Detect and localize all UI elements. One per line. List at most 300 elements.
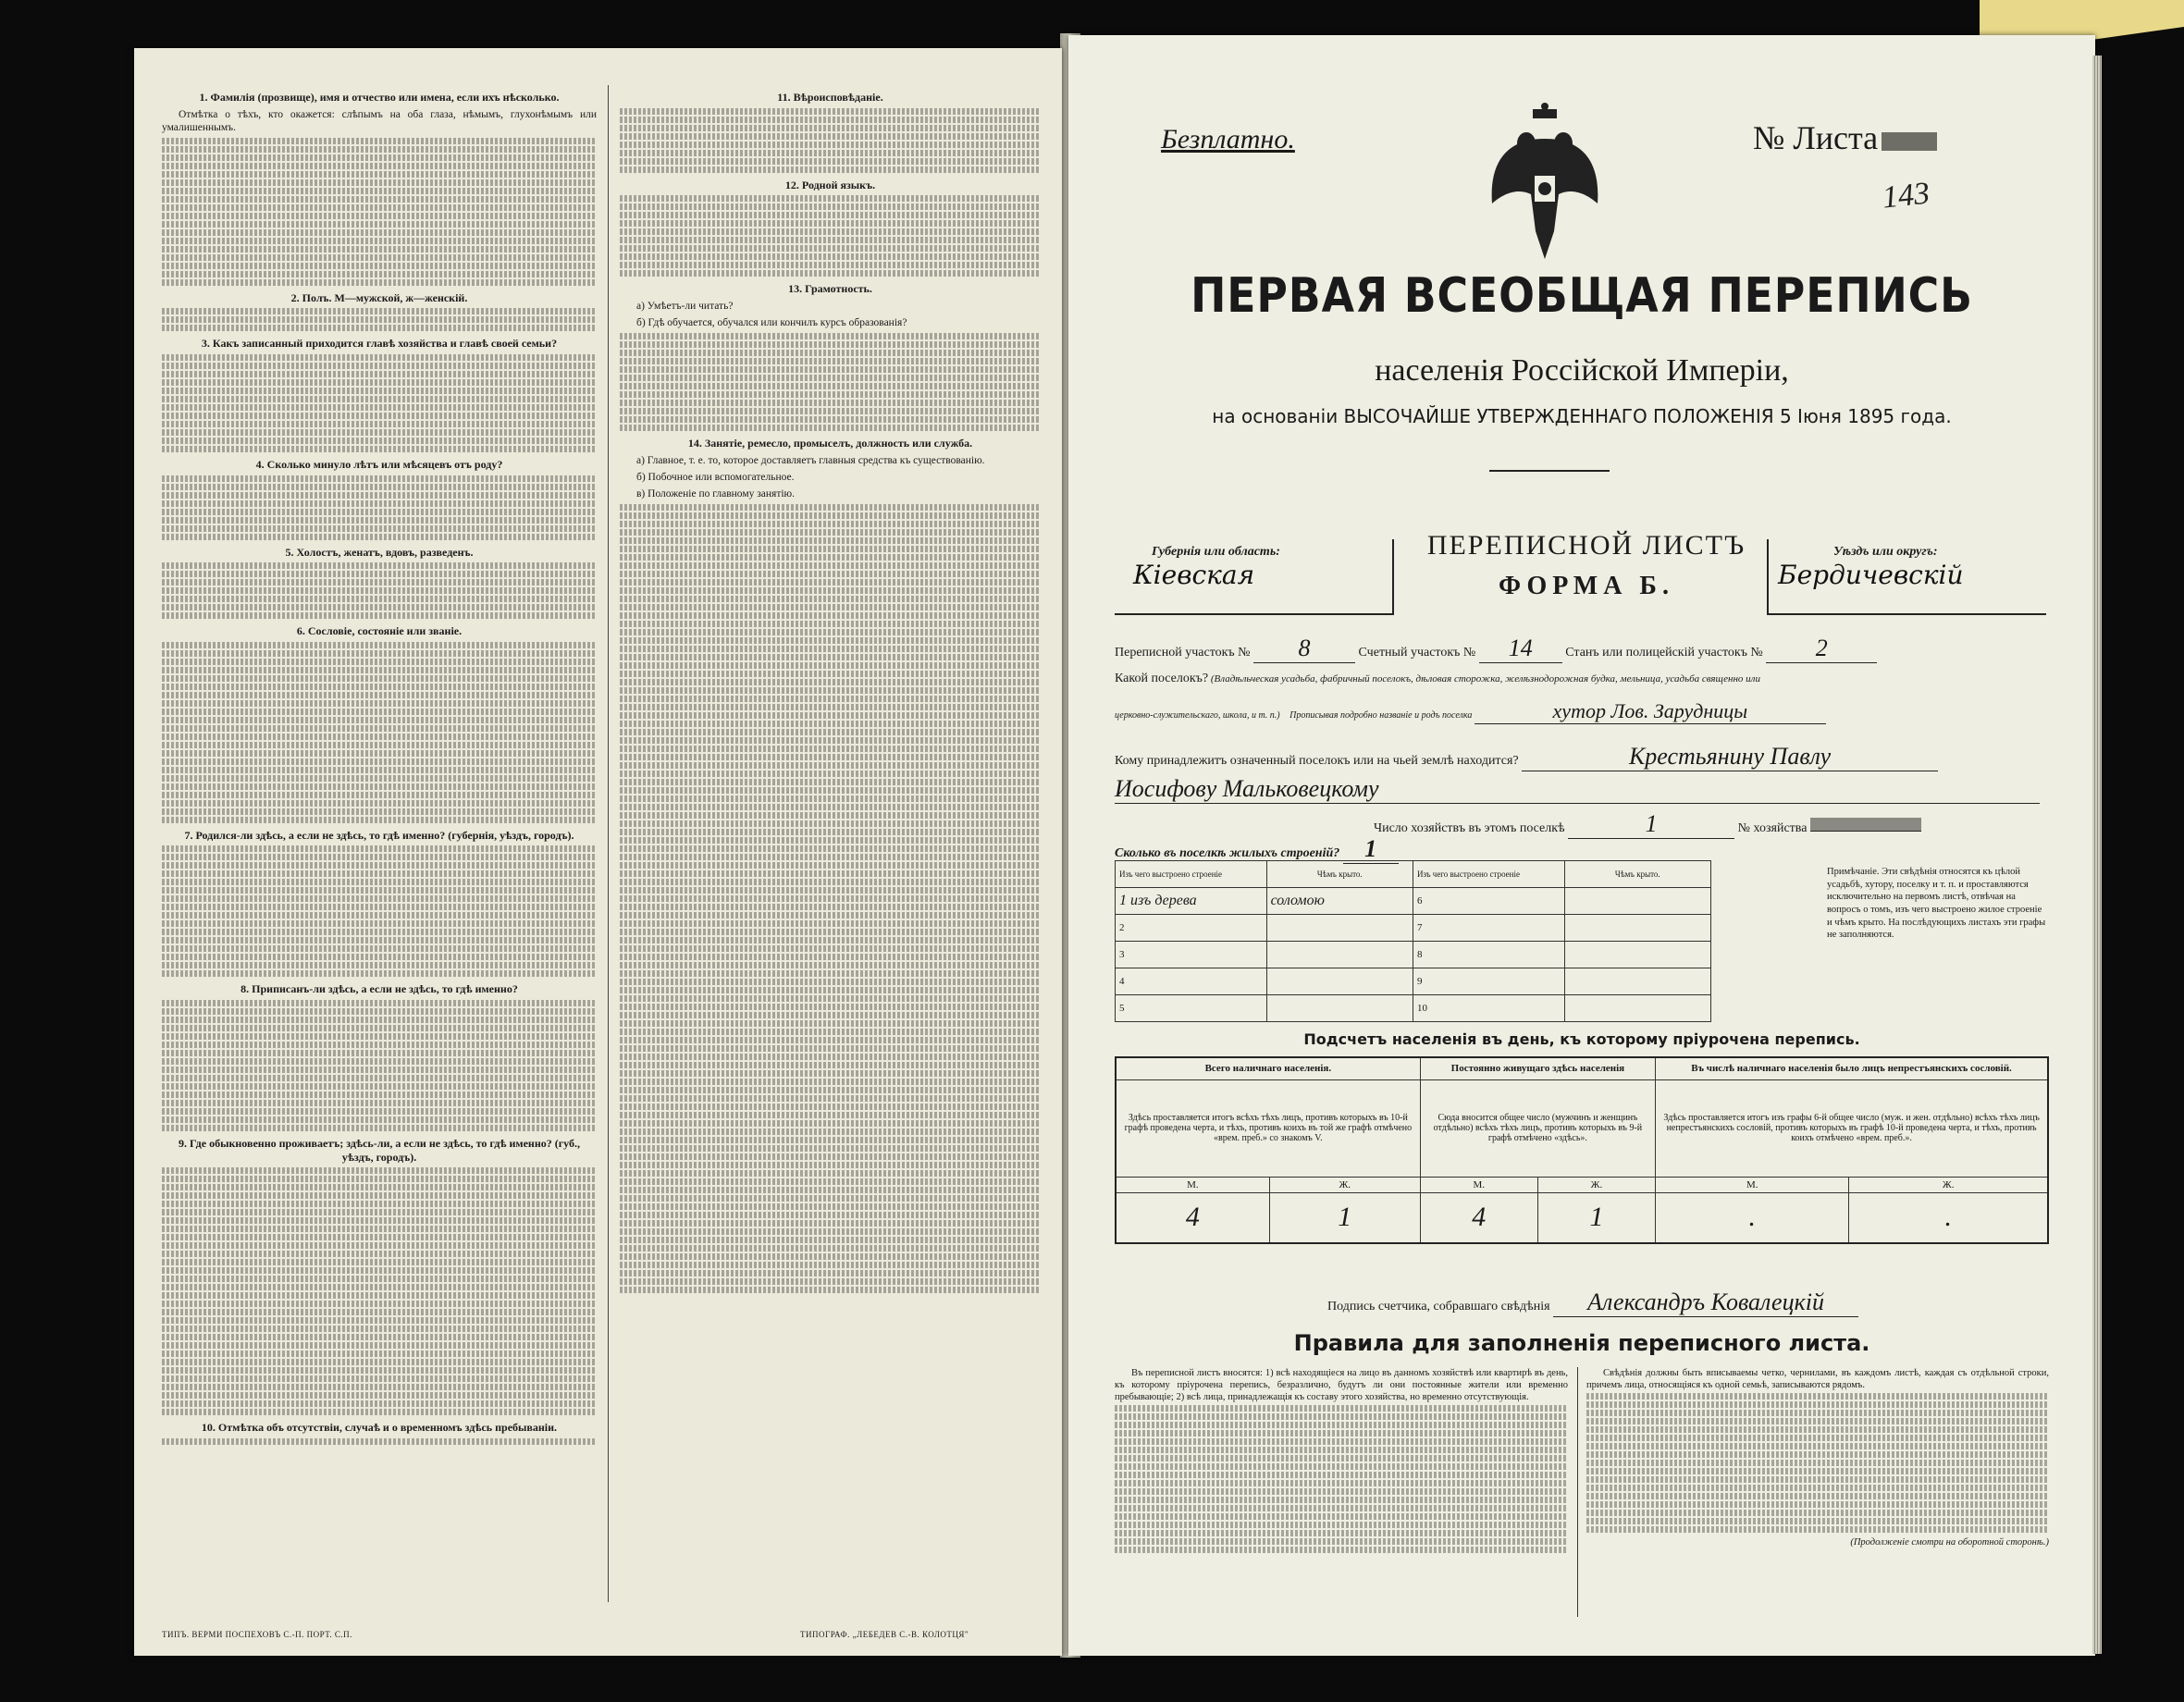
settlement-hint-2: церковно-служительскаго, школа, и т. п.) [1115,710,1280,721]
census-district-value[interactable]: 8 [1253,635,1355,663]
fine-print-line [620,366,1041,373]
settlement-hint-3: Прописывая подробно названіе и родъ поселка [1289,710,1473,721]
left-page [134,48,1062,1656]
fine-print-line [620,142,1041,148]
fine-print-line [620,612,1041,619]
fine-print-line [620,400,1041,406]
fine-print-line [620,166,1041,173]
fine-print-line [162,612,597,619]
household-no-label: № хозяйства [1737,821,1808,835]
fine-print-line [620,1162,1041,1168]
fine-print-line [162,1326,597,1332]
fine-print-line [620,762,1041,769]
fine-print-line [162,1284,597,1290]
fine-print-line [162,229,597,236]
rules-divider [1577,1367,1578,1617]
fine-print-line [162,912,597,919]
fine-print-line [162,1116,597,1123]
fine-print-line [620,887,1041,894]
fine-print-line [620,787,1041,794]
section-heading: 2. Полъ. М—мужской, ж—женскій. [290,290,468,304]
section-heading: 1. Фамилія (прозвище), имя и отчество или имена, если ихъ нѣсколько. [199,91,560,104]
fine-print-line [620,929,1041,935]
fine-print-line [162,1017,597,1023]
fine-print-line [620,108,1041,115]
owner-line [1115,743,2049,771]
buildings-cell[interactable] [1266,915,1413,942]
fine-print-line [620,1170,1041,1177]
pop-value-total-zh[interactable]: 1 [1269,1192,1420,1243]
fine-print-line [162,475,597,482]
fine-print-line [162,659,597,665]
rules-title: Правила для заполненія переписного листа. [1293,1330,1870,1356]
instructions-column-a [162,85,597,1447]
gubernia-field[interactable] [1115,539,1394,615]
fine-print-line [162,1067,597,1073]
fine-print-line [162,446,597,452]
fine-print-line [620,1004,1041,1010]
section-heading: 6. Сословіе, состояніе или званіе. [296,624,463,638]
fine-print-line [162,692,597,698]
fine-print-line [162,1050,597,1056]
fine-print-line [620,1095,1041,1102]
fine-print-line [162,709,597,715]
fine-print-line [162,388,597,394]
fine-print-line [620,604,1041,610]
fine-print-line [162,413,597,419]
fine-print-line [162,1167,597,1174]
bldg-head-roof: Чѣмъ крыто. [1266,861,1413,888]
pop-col-total: Всего наличнаго населенія. [1116,1057,1420,1079]
fine-print-line [620,870,1041,877]
fine-print-line [162,1184,597,1190]
fine-print-line [162,404,597,411]
fine-print-line [620,970,1041,977]
fine-print-line [620,220,1041,227]
fine-print-line [162,438,597,444]
section-paragraph: в) Положеніе по главному занятію. [636,487,796,500]
fine-print-line [620,1237,1041,1243]
fine-print-line [620,504,1041,511]
section-heading: 12. Родной языкъ. [784,178,876,191]
fine-print-line [162,263,597,269]
fine-print-line [162,579,597,586]
fine-print-line [162,879,597,885]
section-heading: 13. Грамотность. [788,282,872,296]
fine-print-line [162,954,597,960]
fine-print-line [162,1100,597,1106]
buildings-cell: 6 [1413,888,1564,915]
fine-print-line [620,845,1041,852]
population-count-title: Подсчетъ населенія въ день, къ которому пріурочена перепись. [1303,1030,1860,1048]
pop-desc-permanent: Сюда вносится общее число (мужчинъ и женщинъ отдѣльно) всѣхъ тѣхъ лицъ, противъ которыхъ въ 9-й графѣ отмѣчено «здѣсь». [1420,1079,1655,1177]
fine-print-line [162,792,597,798]
fine-print-line [162,945,597,952]
fine-print-line [162,1125,597,1131]
buildings-cell[interactable] [1564,995,1710,1022]
fine-print-line [620,771,1041,777]
fine-print-line [162,371,597,377]
section-paragraph: Отмѣтка о тѣхъ, кто окажется: слѣпымъ на оба глаза, нѣмымъ, глухонѣмымъ или умалишеннымъ. [162,108,597,133]
pop-zh-2: Ж. [1537,1177,1655,1192]
fine-print-line [162,1350,597,1357]
fine-print-line [620,245,1041,252]
section-heading: 10. Отмѣтка объ отсутствіи, случаѣ и о временномъ здѣсь пребываніи. [201,1421,558,1435]
settlement-value[interactable]: хутор Лов. Зарудницы [1475,699,1826,724]
fine-print-line [162,509,597,515]
fine-print-line [162,783,597,790]
pop-m-1: М. [1116,1177,1269,1192]
fine-print-line [620,646,1041,652]
fine-print-line [620,895,1041,902]
district-line [1115,635,2049,663]
fine-print-line [162,604,597,610]
pop-value-permanent-zh[interactable]: 1 [1537,1192,1655,1243]
fine-print-line [162,1342,597,1349]
fine-print-line [620,1195,1041,1202]
fine-print-line [162,1033,597,1040]
fine-print-line [620,521,1041,527]
sheet-number-label: № Листа [1753,118,1937,157]
fine-print-line [620,1278,1041,1285]
free-label: Безплатно. [1161,124,1295,154]
buildings-row [1116,915,1711,942]
section-paragraph: б) Гдѣ обучается, обучался или кончилъ курсъ образованія? [636,316,907,328]
fine-print-line [162,213,597,219]
uezd-field[interactable] [1767,539,2046,615]
buildings-cell: 9 [1413,968,1564,995]
fine-print-line [620,687,1041,694]
buildings-cell[interactable] [1564,915,1710,942]
pop-value-permanent-m[interactable]: 4 [1420,1192,1537,1243]
fine-print-line [162,1000,597,1006]
fine-print-line [162,742,597,748]
page-edges [2092,56,2102,1654]
fine-print-line [162,808,597,815]
fine-print-line [162,854,597,860]
buildings-cell[interactable]: 2 [1116,915,1267,942]
fine-print-line [162,587,597,594]
fine-print-line [620,637,1041,644]
fine-print-line [620,1062,1041,1068]
fine-print-line [620,529,1041,536]
fine-print-line [162,725,597,732]
fine-print-line [162,1042,597,1048]
buildings-label: Сколько въ поселкѣ жилыхъ строеній? [1115,846,1340,860]
fine-print-line [620,862,1041,869]
fine-print-line [620,204,1041,210]
fine-print-line [620,1070,1041,1077]
fine-print-line [620,562,1041,569]
rules-continued-note: (Продолженіе смотри на оборотной сторонѣ.) [1850,1537,2049,1548]
section-heading: 3. Какъ записанный приходится главѣ хозяйства и главѣ своей семьи? [201,337,558,351]
fine-print-line [162,1375,597,1382]
pop-zh-1: Ж. [1269,1177,1420,1192]
pop-col-permanent: Постоянно живущаго здѣсь населенія [1420,1057,1655,1079]
fine-print-line [620,721,1041,727]
fine-print-line [620,237,1041,243]
fine-print-line [162,800,597,807]
fine-print-line [162,1108,597,1115]
fine-print-line [162,1392,597,1399]
fine-print-line [620,117,1041,123]
fine-print-line [620,150,1041,156]
handwritten-sheet-number: 143 [1881,176,1931,216]
fine-print-line [162,525,597,532]
fine-print-line [620,629,1041,635]
fine-print-line [162,1242,597,1249]
fine-print-line [162,970,597,977]
fine-print-line [620,904,1041,910]
fine-print-line [162,642,597,648]
buildings-cell[interactable]: 1 изъ дерева [1116,888,1267,915]
fine-print-line [162,1025,597,1031]
fine-print-line [162,895,597,902]
fine-print-line [162,734,597,740]
fine-print-line [162,920,597,927]
fine-print-line [162,571,597,577]
fine-print-line [620,746,1041,752]
fine-print-line [162,562,597,569]
fine-print-line [162,492,597,499]
fine-print-line [620,596,1041,602]
fine-print-line [162,196,597,203]
printer-note-left: ТИПЪ. ВЕРМИ ПОСПЕХОВЪ С.-П. ПОРТ. С.П. [162,1630,352,1639]
fine-print-line [620,1128,1041,1135]
fine-print-line [162,937,597,944]
fine-print-line [162,845,597,852]
fine-print-line [620,1203,1041,1210]
fine-print-line [162,904,597,910]
fine-print-line [162,1359,597,1365]
fine-print-line [162,962,597,968]
signature-line [1327,1289,1858,1317]
fine-print-line [620,679,1041,685]
fine-print-line [620,341,1041,348]
double-headed-eagle-emblem [1485,102,1605,264]
buildings-row [1116,942,1711,968]
buildings-cell[interactable] [1266,968,1413,995]
fine-print-line [620,712,1041,719]
fine-print-line [162,1309,597,1315]
pop-zh-3: Ж. [1849,1177,2048,1192]
household-no-value[interactable] [1810,818,1921,832]
fine-print-line [620,1020,1041,1027]
pop-desc-non-peasant: Здѣсь проставляется итогъ изъ графы 6-й общее число (муж. и жен. отдѣльно) всѣхъ тѣхъ лицъ непрестъянскихъ сословій, противъ которыхъ въ графѣ 10-й проведена черта, и тѣхъ, противъ коихъ отмѣчено «врем. преб.». [1656,1079,2048,1177]
buildings-row [1116,995,1711,1022]
stan-value[interactable]: 2 [1766,635,1877,663]
count-district-value[interactable]: 14 [1479,635,1562,663]
fine-print-line [620,796,1041,802]
subtitle: населенія Россійской Имперіи, [1375,353,1789,388]
fine-print-line [620,1045,1041,1052]
rules-column-a [1115,1367,1568,1555]
rules-text-b: Свѣдѣнія должны быть вписываемы четко, чернилами, въ каждомъ листѣ, каждая съ отдѣльной строки, причемъ лица, относящіяся къ одной семьѣ, записываются рядомъ. [1586,1368,2049,1391]
gubernia-label: Губернія или область: [1152,545,1280,559]
fine-print-line [162,363,597,369]
settlement-label: Какой поселокъ? [1115,672,1209,685]
fine-print-line [620,654,1041,660]
count-district-label: Счетный участокъ № [1358,646,1476,660]
rules-column-b [1586,1367,2049,1548]
fine-print-line [162,138,597,144]
fine-print-line [162,1267,597,1274]
section-paragraph: а) Главное, т. е. то, которое доставляетъ главныя средства къ существованію. [636,454,985,466]
fine-print-line [620,358,1041,364]
buildings-cell[interactable] [1266,995,1413,1022]
fine-print-line [162,1317,597,1324]
form-name: ФОРМА Б. [1499,572,1674,600]
buildings-cell[interactable]: 3 [1116,942,1267,968]
fine-print-line [620,133,1041,140]
fine-print-line [162,308,597,314]
fine-print-line [620,671,1041,677]
fine-print-line [162,246,597,253]
buildings-cell: 7 [1413,915,1564,942]
main-title: ПЕРВАЯ ВСЕОБЩАЯ ПЕРЕПИСЬ [1191,268,1973,324]
fine-print-line [620,662,1041,669]
owner-value[interactable]: Крестьянину Павлу [1522,743,1938,771]
fine-print-line [620,1120,1041,1127]
fine-print-line [162,1276,597,1282]
buildings-cell[interactable]: соломою [1266,888,1413,915]
buildings-cell[interactable]: 4 [1116,968,1267,995]
section-heading: 4. Сколько минуло лѣтъ или мѣсяцевъ отъ роду? [255,457,503,471]
buildings-row [1116,888,1711,915]
signature-value[interactable]: Александръ Ковалецкій [1553,1289,1858,1317]
fine-print-line [620,829,1041,835]
fine-print-line [620,391,1041,398]
fine-print-line [620,754,1041,760]
fine-print-line [162,1226,597,1232]
fine-print-line [620,158,1041,165]
fine-print-line [620,1245,1041,1252]
fine-print-line [162,862,597,869]
fine-print-line [162,684,597,690]
buildings-cell[interactable] [1266,942,1413,968]
fine-print-line [162,421,597,427]
fine-print-line [162,717,597,723]
fine-print-line [620,262,1041,268]
form-title: ПЕРЕПИСНОЙ ЛИСТЪ [1426,530,1746,561]
fine-print-line [162,1367,597,1374]
fine-print-line [162,887,597,894]
legal-basis: на основаніи ВЫСОЧАЙШЕ УТВЕРЖДЕННАГО ПОЛОЖЕНІЯ 5 Іюня 1895 года. [1212,405,1952,427]
fine-print-line [162,1400,597,1407]
fine-print-line [620,737,1041,744]
fine-print-line [620,537,1041,544]
pop-desc-total: Здѣсь проставляется итогъ всѣхъ тѣхъ лицъ, противъ которыхъ въ 10-й графѣ проведена черта, и тѣхъ, противъ коихъ въ той же графѣ отмѣчено «врем. преб.» со знакомъ V. [1116,1079,1420,1177]
fine-print-line [162,188,597,194]
pop-value-nonpeasant-zh[interactable]: . [1849,1192,2048,1243]
buildings-cell: 8 [1413,942,1564,968]
fine-print-line [162,650,597,657]
fine-print-line [162,163,597,169]
fine-print-line [162,1092,597,1098]
pop-col-non-peasant: Въ числѣ наличнаго населенія было лицъ непрестъянскихъ сословій. [1656,1057,2048,1079]
section-paragraph: а) Умѣетъ-ли читать? [636,300,734,312]
fine-print-line [620,1079,1041,1085]
fine-print-line [620,1137,1041,1143]
settlement-line-2 [1115,699,2049,724]
fine-print-line [162,750,597,757]
owner-value-2[interactable]: Иосифову Мальковецкому [1115,775,2040,804]
fine-print-line [162,1201,597,1207]
fine-print-line [620,212,1041,218]
fine-print-line [620,804,1041,810]
fine-print-line [162,1234,597,1240]
fine-print-line [620,1112,1041,1118]
fine-print-line [620,270,1041,277]
bldg-head-what-2: Изъ чего выстроено строеніе [1413,861,1564,888]
fine-print-line [620,1037,1041,1043]
fine-print-line [162,1192,597,1199]
fine-print-line [620,375,1041,381]
fine-print-line [620,812,1041,819]
pop-value-total-m[interactable]: 4 [1116,1192,1269,1243]
fine-print-line [620,820,1041,827]
fine-print-line [162,1438,597,1445]
fine-print-line [162,1251,597,1257]
fine-print-line [162,534,597,540]
buildings-cell[interactable] [1564,942,1710,968]
buildings-cell[interactable] [1564,888,1710,915]
fine-print-line [162,929,597,935]
fine-print-line [162,379,597,386]
fine-print-line [620,962,1041,968]
fine-print-line [162,271,597,278]
census-district-label: Переписной участокъ № [1115,646,1251,660]
fine-print-line [162,517,597,524]
buildings-value[interactable]: 1 [1343,835,1399,864]
fine-print-line [162,1301,597,1307]
fine-print-line [162,1409,597,1415]
pop-value-nonpeasant-m[interactable]: . [1656,1192,1849,1243]
households-label: Число хозяйствъ въ этомъ поселкѣ [1374,821,1565,835]
fine-print-line [162,325,597,331]
pop-m-2: М. [1420,1177,1537,1192]
fine-print-line [162,316,597,323]
fine-print-line [162,596,597,602]
buildings-cell[interactable]: 5 [1116,995,1267,1022]
gubernia-value: Кіевская [1133,560,1255,590]
fine-print-line [620,1153,1041,1160]
fine-print-line [620,253,1041,260]
fine-print-line [620,954,1041,960]
buildings-cell[interactable] [1564,968,1710,995]
fine-print-line [620,125,1041,131]
households-value[interactable]: 1 [1568,810,1734,839]
fine-print-line [620,987,1041,993]
settlement-hint: (Владѣльческая усадьба, фабричный поселокъ, дѣловая сторожка, желѣзнодорожная будка, мельница, усадьба священно или [1210,673,1760,684]
fine-print-line [620,1104,1041,1110]
fine-print-line [162,675,597,682]
section-paragraph: б) Побочное или вспомогательное. [636,471,795,483]
fine-print-line [620,425,1041,431]
fine-print-line [620,920,1041,927]
fine-print-line [620,1029,1041,1035]
fine-print-line [620,571,1041,577]
buildings-cell: 10 [1413,995,1564,1022]
fine-print-line [620,1212,1041,1218]
fine-print-line [620,546,1041,552]
fine-print-line [620,554,1041,561]
fine-print-line [162,1058,597,1065]
fine-print-line [162,1008,597,1015]
stan-label: Станъ или полицейскій участокъ № [1565,646,1763,660]
fine-print-line [620,195,1041,202]
fine-print-line [620,912,1041,919]
